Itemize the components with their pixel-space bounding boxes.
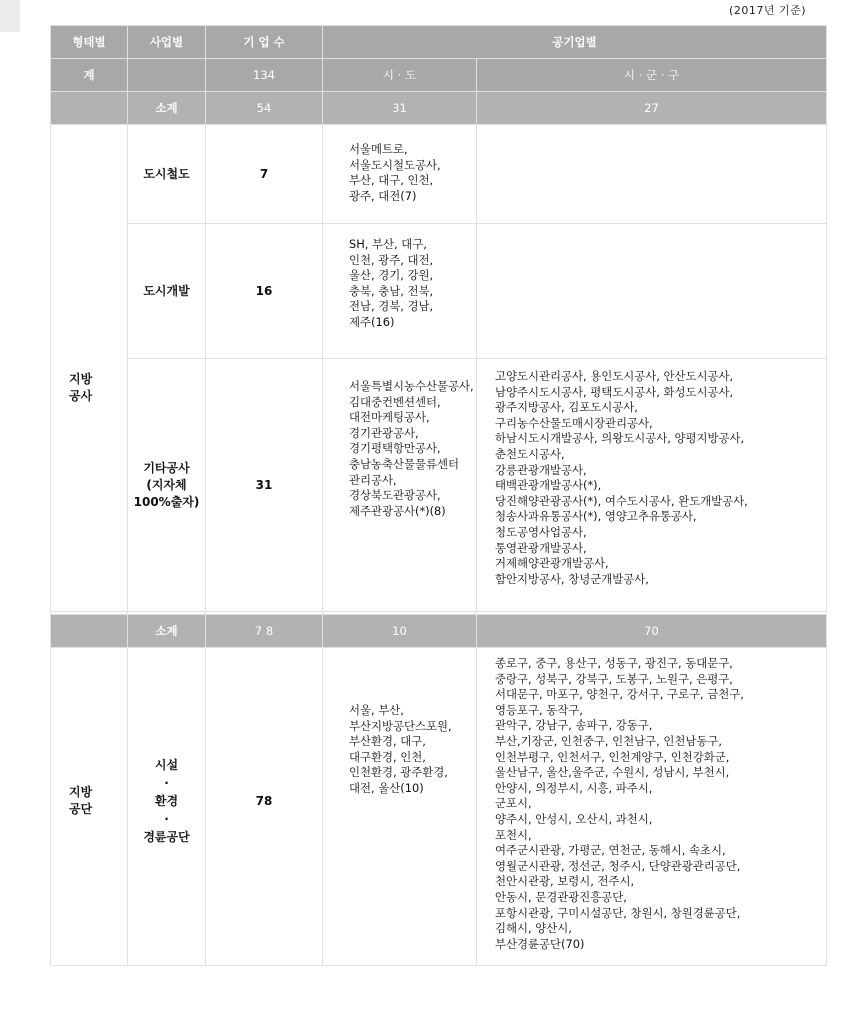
corp-type-label-2: 공사 xyxy=(69,389,93,403)
list-line: 경상북도관광공사, xyxy=(349,488,441,503)
biz-label: 도시개발 xyxy=(143,283,190,298)
corp-dev-sido-list xyxy=(323,224,477,359)
corp-dev-count: 16 xyxy=(206,224,323,359)
list-line: 강릉관광개발공사, xyxy=(495,462,587,477)
agency-biz xyxy=(128,648,206,966)
corp-dev-biz xyxy=(128,224,206,359)
list-line: 거제해양관광개발공사, xyxy=(495,556,609,571)
list-line: 충북, 충남, 전북, xyxy=(349,283,434,298)
list-line: 중랑구, 성북구, 강북구, 도봉구, 노원구, 은평구, xyxy=(495,671,733,686)
list-line: 광주지방공사, 김포도시공사, xyxy=(495,400,638,415)
list-line: 광주, 대전(7) xyxy=(349,188,417,203)
list-line: 경기평택항만공사, xyxy=(349,441,441,456)
list-line: 구리농수산물도매시장관리공사, xyxy=(495,415,653,430)
biz-label: (지자체 xyxy=(146,477,187,492)
base-year-note: (2017년 기준) xyxy=(729,4,806,17)
agency-subtotal-count: 7 8 xyxy=(206,615,323,648)
list-line: 통영관광개발공사, xyxy=(495,540,587,555)
corp-other-sigungu-list xyxy=(477,359,827,612)
corp-metro-sido-list xyxy=(323,125,477,224)
list-line: 천안시관광, 보령시, 전주시, xyxy=(495,874,635,889)
biz-label: 도시철도 xyxy=(143,166,190,181)
biz-label: · xyxy=(164,775,169,790)
list-line: 남양주시도시공사, 평택도시공사, 화성도시공사, xyxy=(495,384,734,399)
corp-type-label-1: 지방 xyxy=(69,372,93,386)
total-blank xyxy=(128,59,206,92)
list-line: 울산남구, 울산,울주군, 수원시, 성남시, 부천시, xyxy=(495,765,730,780)
biz-label: · xyxy=(164,811,169,826)
corp-type-cell xyxy=(51,125,128,612)
corp-metro-biz xyxy=(128,125,206,224)
corp-subtotal-blank xyxy=(51,92,128,125)
public-enterprise-table xyxy=(50,25,827,966)
corp-other-count: 31 xyxy=(206,359,323,612)
list-line: 제주관광공사(*)(8) xyxy=(349,503,446,518)
header-count: 기 업 수 xyxy=(206,26,323,59)
page-corner-mark xyxy=(0,0,20,32)
list-line: 부산경륜공단(70) xyxy=(495,936,585,951)
list-line: 대전마케팅공사, xyxy=(349,410,430,425)
agency-subtotal-row xyxy=(51,615,827,648)
list-line: 인천부평구, 인천서구, 인천계양구, 인천강화군, xyxy=(495,749,730,764)
biz-label: 시설 xyxy=(154,757,179,772)
corp-row-other xyxy=(51,359,827,612)
corp-subtotal-sigungu: 27 xyxy=(477,92,827,125)
corp-subtotal-sido: 31 xyxy=(323,92,477,125)
list-line: 인천환경, 광주환경, xyxy=(349,765,448,780)
agency-subtotal-label: 소계 xyxy=(128,615,206,648)
corp-row-dev xyxy=(51,224,827,359)
list-line: 군포시, xyxy=(495,796,532,811)
list-line: 경기관광공사, xyxy=(349,425,419,440)
list-line: 태백관광개발공사(*), xyxy=(495,478,602,493)
total-label: 계 xyxy=(51,59,128,92)
corp-subtotal-row xyxy=(51,92,827,125)
agency-subtotal-sido: 10 xyxy=(323,615,477,648)
agency-sido-list xyxy=(323,648,477,966)
biz-label: 기타공사 xyxy=(143,460,190,475)
list-line: 당진해양관광공사(*), 여수도시공사, 완도개발공사, xyxy=(495,493,748,508)
list-line: 전남, 경북, 경남, xyxy=(349,299,434,314)
biz-label: 경륜공단 xyxy=(143,829,190,844)
biz-label: 환경 xyxy=(154,793,179,808)
list-line: 안동시, 문경관광진흥공단, xyxy=(495,889,627,904)
list-line: 안양시, 의정부시, 시흥, 파주시, xyxy=(495,780,653,795)
corp-subtotal-label: 소계 xyxy=(128,92,206,125)
header-row xyxy=(51,26,827,59)
total-count: 134 xyxy=(206,59,323,92)
corp-metro-count: 7 xyxy=(206,125,323,224)
list-line: 김대중컨벤션센터, xyxy=(349,394,441,409)
list-line: 청송사과유통공사(*), 영양고추유통공사, xyxy=(495,509,697,524)
list-line: 대전, 울산(10) xyxy=(349,780,424,795)
agency-subtotal-sigungu: 70 xyxy=(477,615,827,648)
corp-other-biz xyxy=(128,359,206,612)
corp-row-metro xyxy=(51,125,827,224)
corp-metro-sigungu-list xyxy=(477,125,827,224)
agency-row xyxy=(51,648,827,966)
agency-count xyxy=(206,648,323,966)
agency-type-label-1: 지방 xyxy=(69,784,93,799)
list-line: 충남농축산물물류센터 xyxy=(349,456,460,471)
list-line: 김해시, 양산시, xyxy=(495,921,572,936)
list-line: 포항시관광, 구미시설공단, 창원시, 창원경륜공단, xyxy=(495,905,741,920)
list-line: 청도공영사업공사, xyxy=(495,524,587,539)
header-type: 형태별 xyxy=(51,26,128,59)
list-line: 양주시, 안성시, 오산시, 과천시, xyxy=(495,811,653,826)
list-line: 서대문구, 마포구, 양천구, 강서구, 구로구, 금천구, xyxy=(495,687,744,702)
list-line: 서울메트로, xyxy=(349,142,408,156)
list-line: 부산, 대구, 인천, xyxy=(349,173,434,188)
agency-type-cell xyxy=(51,648,128,966)
list-line: 하남시도시개발공사, 의왕도시공사, 양평지방공사, xyxy=(495,431,745,446)
agency-type-label-2: 공단 xyxy=(69,801,93,816)
list-line: 대구환경, 인천, xyxy=(349,749,426,764)
list-line: 여주군시관광, 가평군, 연천군, 동해시, 속초시, xyxy=(495,843,726,858)
list-line: SH, 부산, 대구, xyxy=(349,237,427,251)
list-line: 부산지방공단스포원, xyxy=(349,718,452,733)
list-line: 관악구, 강남구, 송파구, 강동구, xyxy=(495,718,653,733)
list-line: 포천시, xyxy=(495,827,532,842)
list-line: 영등포구, 동작구, xyxy=(495,702,583,717)
header-public: 공기업별 xyxy=(323,26,827,59)
list-line: 영월군시관광, 정선군, 청주시, 단양관광관리공단, xyxy=(495,858,741,873)
total-sido: 시 · 도 xyxy=(323,59,477,92)
total-sigungu: 시 · 군 · 구 xyxy=(477,59,827,92)
list-line: 제주(16) xyxy=(349,314,395,329)
list-line: 서울특별시농수산물공사, xyxy=(349,379,474,393)
list-line: 종로구, 중구, 용산구, 성동구, 광진구, 동대문구, xyxy=(495,656,733,670)
list-line: 부산환경, 대구, xyxy=(349,734,426,749)
corp-other-sido-list xyxy=(323,359,477,612)
agency-sigungu-list xyxy=(477,648,827,966)
agency-subtotal-blank xyxy=(51,615,128,648)
header-business: 사업별 xyxy=(128,26,206,59)
list-line: 서울, 부산, xyxy=(349,703,404,717)
total-row xyxy=(51,59,827,92)
list-line: 서울도시철도공사, xyxy=(349,157,441,172)
list-line: 함안지방공사, 창녕군개발공사, xyxy=(495,571,649,586)
agency-count-value: 78 xyxy=(255,793,273,808)
list-line: 춘천도시공사, xyxy=(495,446,565,461)
corp-dev-sigungu-list xyxy=(477,224,827,359)
list-line: 관리공사, xyxy=(349,472,397,487)
corp-subtotal-count: 54 xyxy=(206,92,323,125)
list-line: 고양도시관리공사, 용인도시공사, 안산도시공사, xyxy=(495,369,734,383)
list-line: 부산,기장군, 인천중구, 인천남구, 인천남동구, xyxy=(495,733,723,748)
biz-label: 100%출자) xyxy=(133,494,200,509)
list-line: 인천, 광주, 대전, xyxy=(349,252,434,267)
list-line: 울산, 경기, 강원, xyxy=(349,268,434,283)
